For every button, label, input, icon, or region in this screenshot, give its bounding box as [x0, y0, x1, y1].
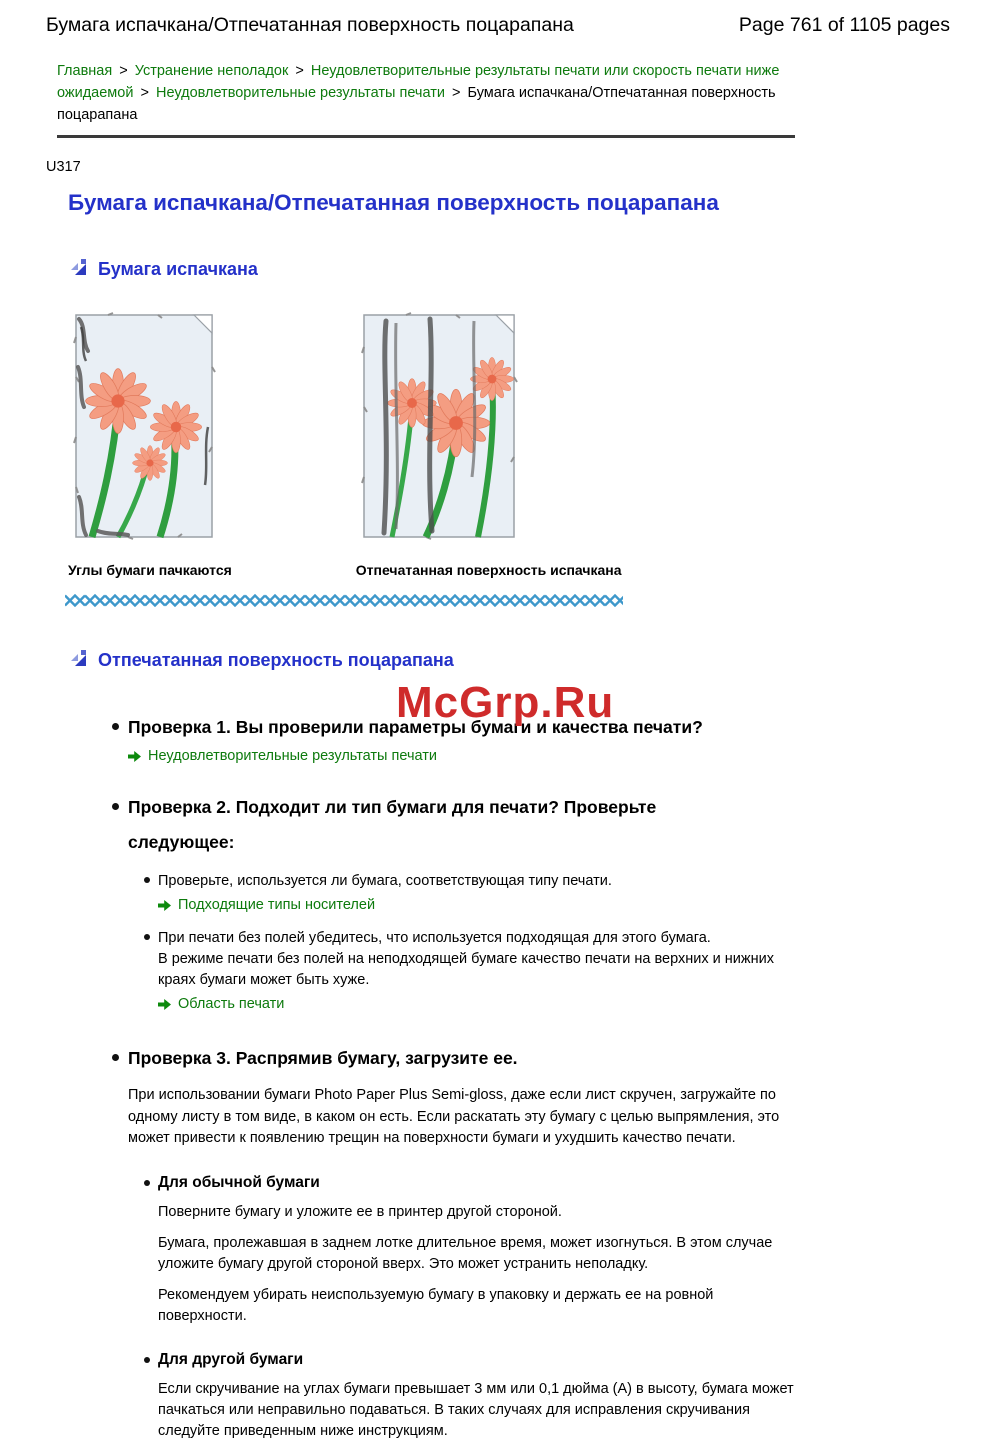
section-marker-icon — [70, 649, 88, 672]
check-2-bullet-1-text: Проверьте, используется ли бумага, соответствующая типу печати. — [158, 872, 612, 889]
breadcrumb-separator: > — [119, 63, 128, 79]
breadcrumb-link-print-results-speed[interactable]: Неудовлетворительные результаты печати или скорость печати ниже ожидаемой — [57, 63, 780, 101]
link-row-print-results — [128, 748, 808, 764]
other-paper-item — [158, 1351, 808, 1442]
breadcrumb-separator: > — [452, 84, 461, 101]
check-2-bullet-1 — [158, 871, 808, 916]
check-2-bullet-2 — [158, 928, 808, 1015]
breadcrumb-current-page: Бумага испачкана/Отпечатанная поверхность поцарапана — [57, 84, 776, 123]
check-2-bullet-2-text2: В режиме печати без полей на неподходящей бумаге качество печати на верхних и нижних краях бумаги может быть хуже. — [158, 950, 774, 988]
breadcrumb — [57, 61, 799, 126]
link-media-types[interactable]: Подходящие типы носителей — [178, 896, 376, 913]
breadcrumb-separator: > — [295, 63, 304, 79]
figure-caption-smudged-corners: Углы бумаги пачкаются — [68, 562, 232, 579]
smudged-corners-image — [68, 307, 220, 545]
divider-rule — [57, 135, 795, 138]
check-2-sublist — [158, 871, 808, 1015]
link-row-print-area — [158, 994, 808, 1015]
doc-id: U317 — [46, 159, 81, 176]
other-paper-p1: Если скручивание на углах бумаги превышает 3 мм или 0,1 дюйма (А) в высоту, бумага может пачкаться или неправильно подаваться. В таких случаях для исправления скручивания следуйте приведенным ниже инструкциям. — [158, 1381, 794, 1440]
section-head-scratched — [70, 649, 950, 672]
section-marker-icon — [70, 258, 88, 281]
figure-caption-smudged-surface: Отпечатанная поверхность испачкана — [355, 562, 622, 579]
check-2 — [128, 790, 808, 1014]
check-1-title: Проверка 1. Вы проверили параметры бумаги и качества печати? — [128, 717, 703, 738]
breadcrumb-link-home[interactable]: Главная — [57, 63, 113, 79]
check-list — [128, 710, 950, 1442]
link-row-media-types — [158, 895, 808, 916]
page-header — [46, 14, 950, 37]
link-print-results[interactable]: Неудовлетворительные результаты печати — [148, 748, 437, 765]
plain-paper-p2: Бумага, пролежавшая в заднем лотке длительное время, может изогнуться. В этом случае уложите бумагу другой стороной вверх. Это может устранить неполадку. — [158, 1235, 773, 1273]
check-2-title: Проверка 2. Подходит ли тип бумаги для печати? Проверьте следующее: — [128, 797, 657, 852]
paper-type-list — [158, 1174, 808, 1442]
watermark: McGrp.Ru — [396, 678, 615, 727]
check-2-bullet-2-text: При печати без полей убедитесь, что используется подходящая для этого бумага. — [158, 929, 711, 946]
other-paper-title: Для другой бумаги — [158, 1351, 304, 1369]
figures-row — [68, 307, 950, 578]
breadcrumb-link-print-results[interactable]: Неудовлетворительные результаты печати — [155, 84, 445, 101]
plain-paper-p1: Поверните бумагу и уложите ее в принтер другой стороной. — [158, 1204, 562, 1221]
green-arrow-icon — [158, 999, 171, 1010]
section-head-smudged — [70, 258, 950, 281]
chain-divider — [65, 594, 950, 607]
link-print-area[interactable]: Область печати — [178, 995, 285, 1012]
check-3 — [128, 1041, 808, 1442]
plain-paper-p3: Рекомендуем убирать неиспользуемую бумагу в упаковку и держать ее на ровной поверхности. — [158, 1287, 714, 1325]
breadcrumb-separator: > — [140, 84, 149, 101]
figure-smudged-surface — [356, 307, 622, 578]
smudged-surface-image — [356, 307, 522, 545]
header-title: Бумага испачкана/Отпечатанная поверхность поцарапана — [46, 14, 574, 36]
section-title-smudged: Бумага испачкана — [98, 259, 258, 280]
page-count: Page 761 of 1105 pages — [738, 14, 950, 36]
figure-smudged-corners — [68, 307, 232, 578]
plain-paper-title: Для обычной бумаги — [158, 1174, 320, 1192]
green-arrow-icon — [128, 751, 141, 762]
section-title-scratched: Отпечатанная поверхность поцарапана — [98, 650, 454, 671]
breadcrumb-link-troubleshooting[interactable]: Устранение неполадок — [134, 63, 289, 79]
green-arrow-icon — [158, 900, 171, 911]
page-title: Бумага испачкана/Отпечатанная поверхность поцарапана — [68, 190, 719, 216]
plain-paper-item — [158, 1174, 808, 1327]
check-3-title: Проверка 3. Распрямив бумагу, загрузите ее. — [128, 1047, 518, 1068]
check-3-intro: При использовании бумаги Photo Paper Plus Semi-gloss, даже если лист скручен, загружайте по одному листу в том виде, в каком он есть. Если раскатать эту бумагу с целью выпрямления, это может привести к появлению трещин на поверхности бумаги и ухудшить качество печати. — [128, 1086, 780, 1147]
